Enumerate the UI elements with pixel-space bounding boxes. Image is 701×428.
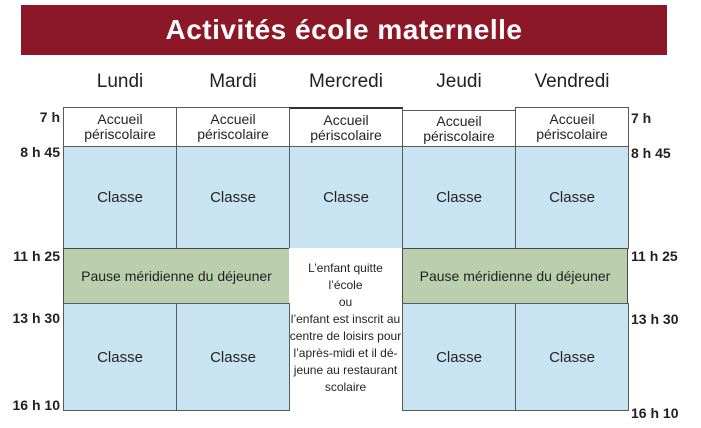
accueil-mardi [176, 107, 290, 147]
accueil-label: Accueil périscolaire [536, 111, 608, 142]
time-label-7h-right: 7 h [631, 110, 652, 126]
day-header-lundi: Lundi [96, 71, 144, 92]
classe-label: Classe [323, 189, 369, 206]
day-header-mercredi: Mercredi [309, 71, 383, 92]
time-label-8h45: 8 h 45 [20, 144, 60, 160]
wednesday-afternoon-note [289, 248, 402, 408]
classe-afternoon-jeudi [402, 303, 516, 411]
time-label-8h45-right: 8 h 45 [631, 145, 671, 161]
time-label-11h25-right: 11 h 25 [631, 248, 678, 264]
time-label-16h10-right: 16 h 10 [631, 405, 679, 421]
classe-label: Classe [210, 348, 256, 366]
classe-afternoon-lundi [63, 303, 177, 411]
accueil-lundi [63, 107, 177, 147]
classe-morning-mardi [176, 146, 290, 249]
pause-label: Pause méridienne du déjeuner [81, 268, 272, 284]
note-line: l’après-midi et il dé- [293, 346, 398, 360]
classe-label: Classe [97, 189, 143, 206]
time-label-7h: 7 h [39, 109, 60, 125]
note-line: ou [338, 295, 353, 309]
classe-label: Classe [436, 189, 482, 206]
accueil-vendredi [515, 107, 629, 147]
time-label-11h25: 11 h 25 [13, 248, 60, 264]
classe-label: Classe [549, 348, 595, 366]
accueil-jeudi [402, 110, 516, 147]
note-line: L’enfant quitte [308, 261, 383, 275]
classe-afternoon-vendredi [515, 303, 629, 411]
note-line: l’enfant est inscrit au [290, 312, 401, 326]
classe-morning-vendredi [515, 146, 629, 249]
accueil-label: Accueil périscolaire [310, 111, 382, 143]
day-header-vendredi: Vendredi [534, 71, 610, 92]
classe-morning-jeudi [402, 146, 516, 249]
classe-label: Classe [210, 189, 256, 206]
pause-label: Pause méridienne du déjeuner [419, 268, 611, 284]
time-label-16h10: 16 h 10 [12, 397, 60, 413]
classe-label: Classe [436, 348, 482, 366]
day-header-jeudi: Jeudi [436, 71, 482, 92]
classe-label: Classe [549, 189, 595, 206]
classe-label: Classe [97, 348, 143, 366]
note-line: jeune au restaurant [293, 363, 398, 377]
accueil-label: Accueil périscolaire [84, 111, 156, 142]
accueil-mercredi [289, 107, 403, 147]
day-header-mardi: Mardi [209, 71, 257, 92]
note-line: l’école [328, 278, 363, 292]
classe-morning-mercredi [289, 146, 403, 249]
classe-morning-lundi [63, 146, 177, 249]
pause-lundi-mardi [63, 248, 290, 304]
note-line: centre de loisirs pour [289, 329, 402, 343]
time-label-13h30-right: 13 h 30 [631, 311, 679, 327]
classe-afternoon-mardi [176, 303, 290, 411]
note-line: scolaire [324, 380, 367, 394]
accueil-label: Accueil périscolaire [197, 111, 269, 142]
accueil-label: Accueil périscolaire [423, 112, 495, 144]
pause-jeudi-vendredi [402, 248, 628, 304]
time-label-13h30: 13 h 30 [12, 310, 60, 326]
page-title: Activités école maternelle [21, 5, 667, 55]
